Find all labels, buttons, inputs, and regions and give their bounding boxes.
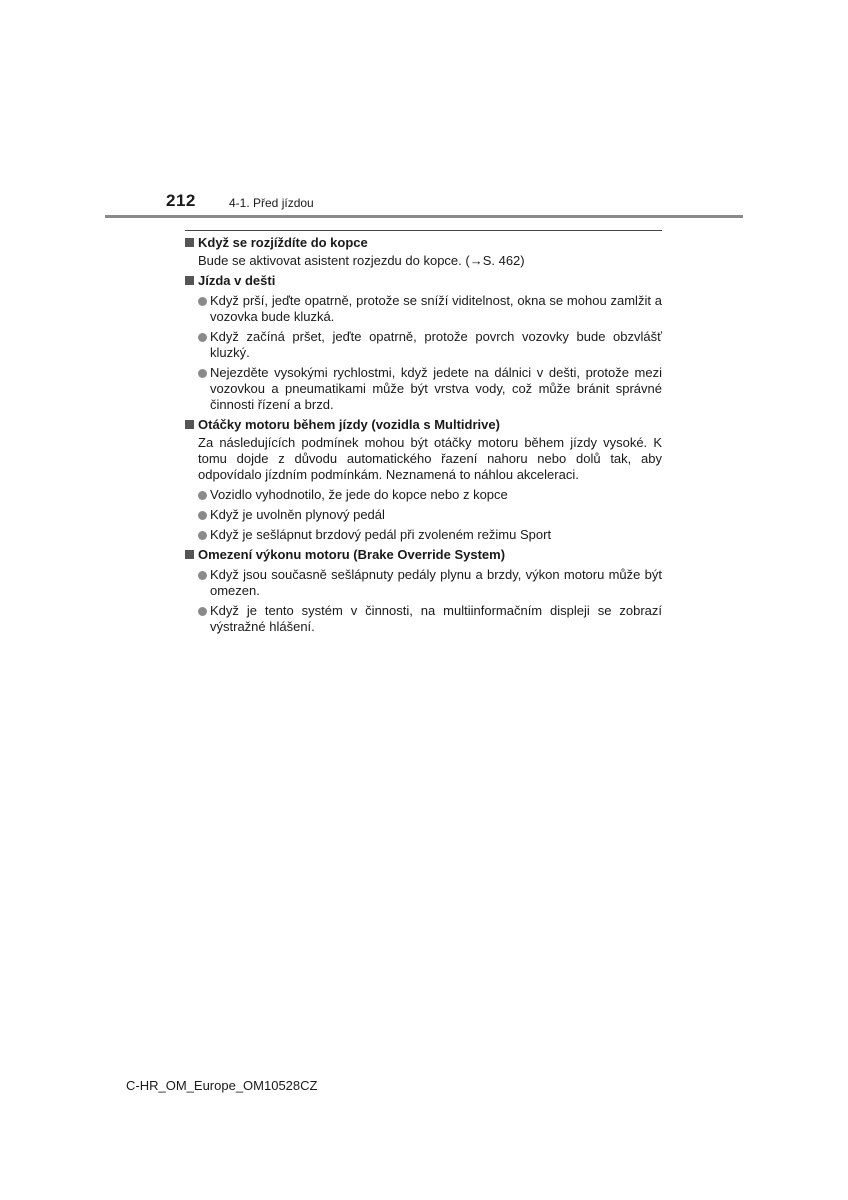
list-item: [198, 293, 662, 325]
section-paragraph: Za následujících podmínek mohou být otáčky motoru během jízdy vysoké. K tomu dojde z důvodu automatického řazení nahoru nebo dolů tak, aby odpovídalo jízdním podmínkám. Neznamená to náhlou akceleraci.: [198, 435, 662, 482]
content-body: [185, 235, 662, 635]
list-item: [198, 527, 662, 543]
circle-bullet-icon: [198, 297, 207, 306]
circle-bullet-icon: [198, 607, 207, 616]
section-paragraph: Bude se aktivovat asistent rozjezdu do kopce. (→S. 462): [198, 253, 525, 268]
list-item: [198, 365, 662, 413]
heading-text: Omezení výkonu motoru (Brake Override System): [198, 547, 506, 562]
list-item-text: Když je uvolněn plynový pedál: [210, 507, 385, 522]
square-bullet-icon: [185, 276, 194, 285]
circle-bullet-icon: [198, 511, 207, 520]
list-item-text: Když začíná pršet, jeďte opatrně, protože povrch vozovky bude obzvlášť kluzký.: [210, 329, 662, 360]
section-title: 4-1. Před jízdou: [229, 196, 314, 210]
circle-bullet-icon: [198, 531, 207, 540]
page-number: 212: [166, 191, 196, 210]
list-item: [198, 603, 662, 635]
section-heading-engine-rpm: [185, 417, 662, 433]
section-heading-hill-start: [185, 235, 662, 251]
list-item: [198, 487, 662, 503]
header-divider: [105, 215, 743, 218]
section-heading-brake-override: [185, 547, 662, 563]
list-item-text: Vozidlo vyhodnotilo, že jede do kopce nebo z kopce: [210, 487, 508, 502]
heading-text: Otáčky motoru během jízdy (vozidla s Multidrive): [198, 417, 500, 432]
list-item-text: Když jsou současně sešlápnuty pedály plynu a brzdy, výkon motoru může být omezen.: [210, 567, 662, 598]
heading-text: Když se rozjíždíte do kopce: [198, 235, 368, 250]
document-code: C-HR_OM_Europe_OM10528CZ: [126, 1078, 318, 1093]
section-heading-rain: [185, 273, 662, 289]
square-bullet-icon: [185, 238, 194, 247]
heading-text: Jízda v dešti: [198, 273, 276, 288]
square-bullet-icon: [185, 420, 194, 429]
circle-bullet-icon: [198, 571, 207, 580]
list-item: [198, 507, 662, 523]
list-item-text: Když prší, jeďte opatrně, protože se sníží viditelnost, okna se mohou zamlžit a vozovka bude kluzká.: [210, 293, 662, 324]
circle-bullet-icon: [198, 369, 207, 378]
circle-bullet-icon: [198, 333, 207, 342]
list-item-text: Nejezděte vysokými rychlostmi, když jedete na dálnici v dešti, protože mezi vozovkou a pneumatikami může být vrstva vody, což může bránit správné činnosti řízení a brzd.: [210, 365, 662, 412]
content-divider: [185, 230, 662, 231]
list-item-text: Když je tento systém v činnosti, na multiinformačním displeji se zobrazí výstražné hlášení.: [210, 603, 662, 634]
list-item: [198, 329, 662, 361]
circle-bullet-icon: [198, 491, 207, 500]
square-bullet-icon: [185, 550, 194, 559]
list-item: [198, 567, 662, 599]
list-item-text: Když je sešlápnut brzdový pedál při zvoleném režimu Sport: [210, 527, 552, 542]
